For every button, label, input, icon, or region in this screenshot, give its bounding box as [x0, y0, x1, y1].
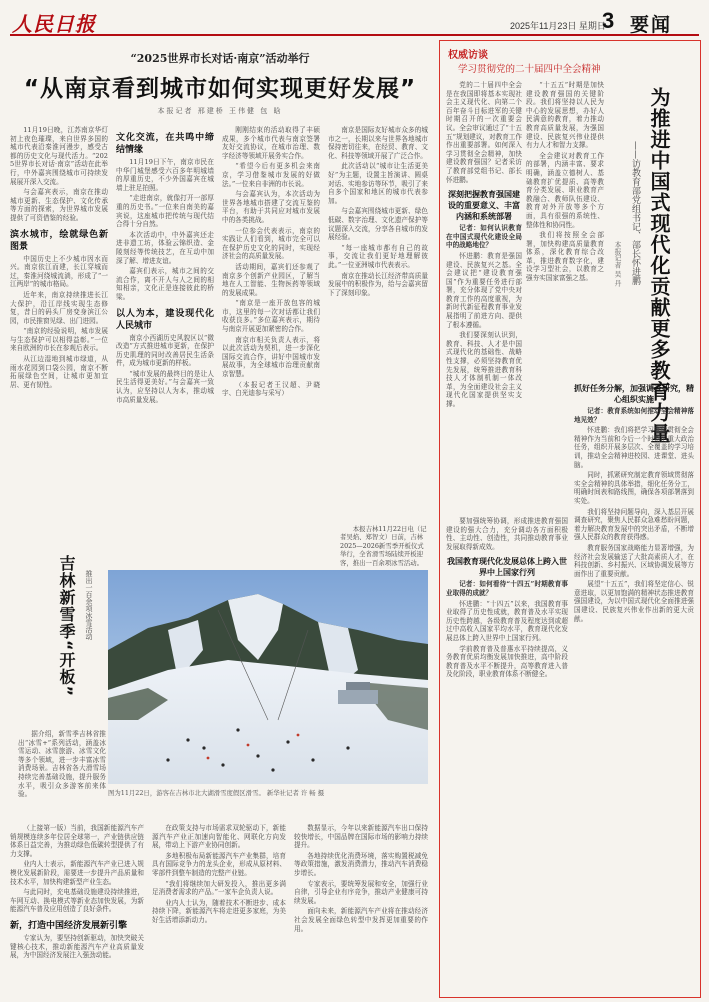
- paragraph: “走进南京，就像打开一部厚重的历史书。”一位来自南美的嘉宾说，这座城市把传统与现代结合得十分自然。: [116, 194, 214, 229]
- photo-credit: 图为11月22日，游客在吉林市北大湖滑雪度假区滑雪。 新华社记者 许 畅 摄: [108, 789, 325, 797]
- paragraph: 近年来，南京持续推进长江大保护，沿江岸线实现生态修复，昔日的码头厂房变身滨江公园，市民推窗见绿、出门进园。: [10, 290, 108, 325]
- page-number: 3: [602, 8, 615, 33]
- interview-column-1: [446, 81, 522, 511]
- paragraph: 怀进鹏：“十四五”以来，我国教育事业取得了历史性成就，教育普及水平实现历史性跨越，各级教育普及程度达到或超过中高收入国家平均水平，教育现代化发展总体上跨入世界中上国家行列。: [446, 599, 568, 642]
- photo-story-text: [18, 730, 106, 799]
- newspaper-logo: 人民日报: [12, 12, 96, 36]
- paragraph: 南京小西湖历史风貌区以“微改造”方式推进城市更新，在保护历史肌理的同时改善居民生活条件，成为城市更新的样板。: [116, 333, 214, 368]
- paragraph: 党的二十届四中全会是在我国即将基本实现社会主义现代化、向第二个百年奋斗目标进军的关键时期召开的一次重要会议。全会审议通过了“十五五”规划建议，对教育工作作出重要部署。如何深入学习贯彻全会精神，加快建设教育强国？记者采访了教育部党组书记、部长怀进鹏。: [446, 81, 522, 184]
- paragraph: 11月19日下午，南京市民在中华门城堡感受六百多年明城墙的厚重历史，不少外国嘉宾在城墙上驻足拍照。: [116, 158, 214, 192]
- paragraph: “我们将继续加大研发投入，推出更多满足消费者需求的产品。”一家车企负责人说。: [152, 879, 286, 897]
- section-subheading: 深刻把握教育强国建设的重要意义、丰富内涵和系统部署: [448, 190, 520, 222]
- paragraph: “每一座城市都有自己的故事，交流让我们更好地理解彼此。”一位亚洲城市代表表示。: [328, 243, 428, 269]
- paragraph: 我们将坚持问题导向，深入基层开展调查研究，聚焦人民群众急难愁盼问题，着力解决教育发展中的突出矛盾，不断增强人民群众的教育获得感。: [574, 507, 694, 542]
- paragraph: 一位参会代表表示，南京的实践让人们看到，城市完全可以在保护历史文化的同时，实现经济社会的高质量发展。: [222, 226, 320, 261]
- article-column-2: [116, 126, 214, 518]
- paragraph: “希望今后有更多机会来南京，学习借鉴城市发展的好做法。”一位来自非洲的市长说。: [222, 162, 320, 188]
- paragraph: 与此同时，充电基础设施建设持续推进，车网互动、换电模式等新业态加快发展，为新能源汽车普及应用创造了良好条件。: [10, 888, 144, 914]
- paragraph: 业内人士认为，随着技术不断进步、成本持续下降，新能源汽车将走进更多家庭，为美好生活增添新动力。: [152, 898, 286, 924]
- paragraph: 专家认为，要坚持创新驱动，加快突破关键核心技术，推动新能源汽车产业高质量发展，为中国经济发展注入强劲动能。: [10, 933, 144, 960]
- interview-subtitle: ——访教育部党组书记、部长怀进鹏: [630, 141, 640, 285]
- photo-story-dateline: 本报吉林11月22日电（记者吴焰、郑智文）日前，吉林2025—2026新雪季开板仪式举行，全省滑雪场陆续开板迎客，推出一百余项冰雪活动。: [340, 525, 427, 567]
- question: 记者：如何认识教育在中国式现代化建设全局中的战略地位？: [446, 224, 522, 250]
- paragraph: 各地持续优化消费环境，落实购置税减免等政策措施，激发消费潜力，推动汽车消费稳步增长。: [294, 851, 428, 877]
- paragraph: 此次活动以“城市让生活更美好”为主题，设置主旨演讲、圆桌对话、实地参访等环节，吸引了来自多个国家和地区的城市代表参加。: [328, 162, 428, 205]
- paragraph: “城市发展的最终目的是让人民生活得更美好。”与会嘉宾一致认为，应坚持以人为本，推动城市高质量发展。: [116, 369, 214, 404]
- paragraph: 业内人士表示，新能源汽车产业已进入规模化发展新阶段，需要进一步提升产品质量和技术水平，加快构建新型产业生态。: [10, 860, 144, 886]
- paragraph: 与会嘉宾围绕城市更新、绿色低碳、数字治理、文化遗产保护等议题深入交流，分享各自城市的发展经验。: [328, 207, 428, 242]
- section-subheading: 文化交流，在共鸣中缔结情缘: [116, 133, 214, 155]
- paragraph: 要加强统筹协调，形成推进教育强国建设的强大合力，充分调动各方面积极性、主动性、创造性，共同推动教育事业发展取得新成效。: [446, 517, 568, 551]
- article-column-4: [328, 126, 428, 518]
- article-headline: “从南京看到城市如何实现更好发展”: [23, 76, 417, 102]
- article-column-1: [10, 126, 108, 518]
- paragraph: （本报记者王汉超、尹晓宇、白光迪参与采写）: [222, 380, 320, 398]
- section-subheading: 滨水城市，绘就绿色新图景: [10, 229, 108, 252]
- paragraph: 中国历史上不少城市因水而兴。南京依江而建，长江穿城而过，秦淮河绕城流淌，形成了“一江两岸”的城市格局。: [10, 254, 108, 289]
- paragraph: 我们要深刻认识到，教育、科技、人才是中国式现代化的基础性、战略性支撑，必须坚持教育优先发展，统筹推进教育科技人才体制机制一体改革，为全面建设社会主义现代化国家提供坚实支撑。: [446, 331, 522, 408]
- paragraph: 刚刚结束的活动取得了丰硕成果，多个城市代表与南京签署友好交流协议，在城市治理、数字经济等领域开展务实合作。: [222, 126, 320, 160]
- masthead: [10, 6, 699, 36]
- left-article: [10, 40, 430, 996]
- paragraph: 嘉宾们表示，城市之间的交流合作，离不开人与人之间的相知相亲，文化正是连接彼此的桥梁。: [116, 267, 214, 301]
- interview-byline: 本报记者 吴 丹: [613, 241, 621, 287]
- section-subheading: 新，打造中国经济发展新引擎: [10, 920, 128, 931]
- paragraph: 展望“十五五”，我们将坚定信心、锐意进取，以更加饱满的精神状态推进教育强国建设，为以中国式现代化全面推进强国建设、民族复兴伟业作出新的更大贡献。: [574, 580, 694, 623]
- paragraph: 专家表示，要统筹发展和安全，加强行业自律，引导企业有序竞争，推动产业健康可持续发展。: [294, 879, 428, 905]
- paragraph: 数据显示，今年以来新能源汽车出口保持较快增长，中国品牌在国际市场的影响力持续提升。: [294, 824, 428, 850]
- interview-column-4: [574, 273, 694, 987]
- interview-box: [439, 40, 701, 998]
- paragraph: 与会嘉宾表示，南京在推动城市更新、生态保护、文化传承等方面的探索，为世界城市发展提供了可资借鉴的经验。: [10, 188, 108, 222]
- paragraph: “南京的经验说明，城市发展与生态保护可以相得益彰。”一位来自欧洲的市长在参观后表示。: [10, 327, 108, 353]
- paragraph: 面向未来，新能源汽车产业将在推动经济社会发展全面绿色转型中发挥更加重要的作用。: [294, 907, 428, 933]
- section-subheading: 抓好任务分解，加强调查研究，精心组织实施: [574, 384, 694, 404]
- article-kicker: “2025世界市长对话·南京”活动举行: [130, 52, 310, 65]
- bottom-column-1: [10, 824, 144, 996]
- paragraph: 南京在推动长江经济带高质量发展中的积极作为，给与会嘉宾留下了深刻印象。: [328, 271, 428, 297]
- section-subheading: 我国教育现代化发展总体上跨入世界中上国家行列: [447, 557, 567, 578]
- photo-story-subheading: 推出一百余项冰雪活动: [85, 570, 93, 640]
- paragraph: 与会嘉宾认为，本次活动为世界各地城市搭建了交流互鉴的平台，有助于共同应对城市发展中的各类挑战。: [222, 190, 320, 224]
- paragraph: 我们将按照全会部署，加快构建高质量教育体系，深化教育综合改革，推进教育数字化，建设学习型社会，以教育之强夯实国家富强之基。: [526, 231, 604, 283]
- issue-date: 2025年11月23日 星期日: [510, 21, 606, 31]
- paragraph: “南京是一座开放包容的城市，这里的每一次对话都让我们收获良多。”多位嘉宾表示，期待与南京开展更加紧密的合作。: [222, 299, 320, 334]
- question: 记者：教育系统如何推动全会精神落地见效？: [574, 407, 694, 424]
- paragraph: （上接第一版）当前，我国新能源汽车产销规模连续多年位居全球第一，产业链供应链体系日益完善，为推动绿色低碳转型提供了有力支撑。: [10, 824, 144, 858]
- paragraph: 怀进鹏：教育是强国建设、民族复兴之基。全会建议把“建设教育强国”作为重要任务进行部署，充分体现了党中央对教育工作的高度重视，为新时代新征程教育事业发展指明了前进方向、提供了根本遵循。: [446, 251, 522, 329]
- paragraph: 怀进鹏：我们将把学习宣传贯彻全会精神作为当前和今后一个时期的重大政治任务，组织开展多层次、全覆盖的学习培训，推动全会精神进校园、进课堂、进头脑。: [574, 426, 694, 469]
- section-subheading: 以人为本，建设现代化人民城市: [116, 308, 214, 331]
- interview-column-3: [446, 517, 568, 987]
- bottom-column-2: [152, 824, 286, 996]
- question: 记者：如何看待“十四五”时期教育事业取得的成就？: [446, 580, 568, 597]
- article-byline: 本报记者 邢建桥 王伟健 包 晗: [157, 107, 283, 115]
- paragraph: 据介绍，新雪季吉林省推出“冰雪+”系列活动，涵盖冰雪运动、冰雪旅游、冰雪文化等多个领域，进一步丰富冰雪消费场景。吉林省各大滑雪场持续完善基础设施，提升服务水平，吸引众多游客前来体验。: [18, 730, 106, 799]
- paragraph: 多地积极布局新能源汽车产业集群，培育具有国际竞争力的龙头企业，形成从原材料、零部件到整车制造的完整产业链。: [152, 851, 286, 877]
- column-tag: 权威访谈: [448, 50, 488, 61]
- paragraph: 11月19日晚，江苏南京华灯初上夜色璀璨，来自世界多国的城市代表沿秦淮河漫步，感受古都的历史文化与现代活力。“2025世界市长对话·南京”活动在此举行，中外嘉宾围绕城市可持续发展展开深入交流。: [10, 126, 108, 186]
- paragraph: 活动期间，嘉宾们还参观了南京多个创新产业园区，了解当地在人工智能、生物医药等领域的发展成果。: [222, 262, 320, 297]
- paragraph: 学前教育普及普惠水平持续提高，义务教育优质均衡发展加快推进，高中阶段教育普及水平不断提升，高等教育进入普及化阶段，职业教育体系不断健全。: [446, 644, 568, 679]
- page-name: 要闻: [630, 14, 673, 36]
- bottom-column-3: [294, 824, 428, 996]
- paragraph: 全会建议对教育工作的部署，内涵丰富、要求明确，涵盖立德树人、基础教育扩优提质、高等教育分类发展、职业教育产教融合、教师队伍建设、教育对外开放等多个方面，具有很强的系统性、整体性和协同性。: [526, 151, 604, 229]
- ski-resort-photo: [108, 570, 428, 784]
- paragraph: 同时，抓紧研究制定教育领域贯彻落实全会精神的具体举措，细化任务分工，明确时间表和路线图，确保各项部署落到实处。: [574, 471, 694, 505]
- paragraph: 在政策支持与市场需求双轮驱动下，新能源汽车产业正加速向智能化、网联化方向发展，带动上下游产业协同创新。: [152, 824, 286, 850]
- ski-resort-image: [108, 570, 428, 784]
- paragraph: 从江边湿地到城市绿道，从雨水花园到口袋公园，南京不断拓展绿色空间，让城市更加宜居、更有韧性。: [10, 355, 108, 389]
- paragraph: 南京是国际友好城市众多的城市之一，长期以来与世界各地城市保持密切往来，在经贸、教育、文化、科技等领域开展了广泛合作。: [328, 126, 428, 160]
- paragraph: “十五五”时期是加快建设教育强国的关键阶段。我们将坚持以人民为中心的发展思想，办好人民满意的教育，着力推动教育高质量发展，为强国建设、民族复兴伟业提供有力人才和智力支撑。: [526, 81, 604, 150]
- photo-story: [10, 520, 430, 820]
- photo-story-headline: 吉林新雪季“开板”: [57, 555, 76, 698]
- paragraph: 南京市相关负责人表示，将以此次活动为契机，进一步深化国际交流合作，讲好中国城市发展故事，为全球城市治理贡献南京智慧。: [222, 335, 320, 379]
- interview-headline: 为推进中国式现代化贡献更多教育力量: [647, 87, 671, 444]
- column-subtitle: 学习贯彻党的二十届四中全会精神: [458, 64, 601, 75]
- paragraph: 本次活动中，中外嘉宾还走进非遗工坊，体验云锦织造、金陵刻经等传统技艺，在互动中加深了解、增进友谊。: [116, 230, 214, 265]
- paragraph: 教育服务国家战略能力显著增强，为经济社会发展输送了大批高素质人才，在科技创新、乡村振兴、区域协调发展等方面作出了重要贡献。: [574, 543, 694, 578]
- article-column-3: [222, 126, 320, 518]
